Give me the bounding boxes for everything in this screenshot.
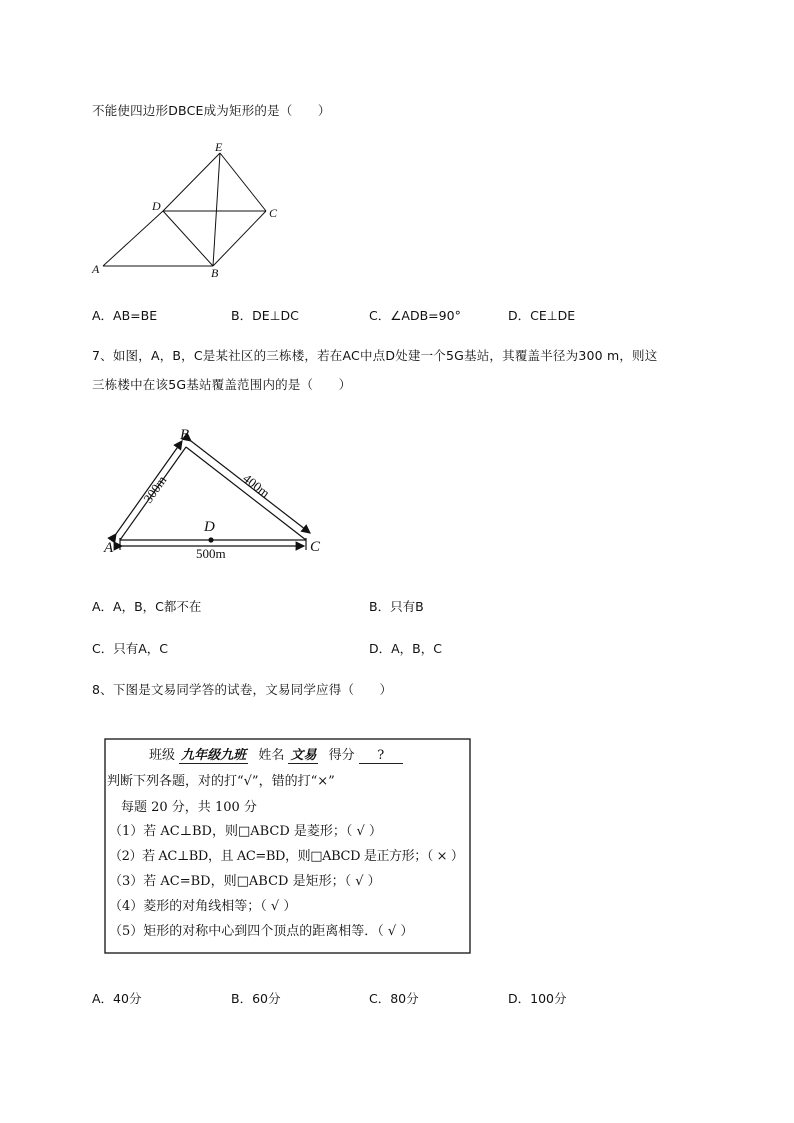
- q8-score-value: ?: [359, 748, 403, 764]
- q7-option-c[interactable]: C．只有A，C: [92, 641, 169, 656]
- q8-class-label: 班级: [149, 748, 176, 763]
- q7-label-b: B: [180, 427, 190, 443]
- q7-option-a[interactable]: A．A，B，C都不在: [92, 599, 202, 614]
- q7-label-d: D: [204, 519, 215, 535]
- q8-name-label: 姓名: [258, 748, 285, 763]
- q6-label-b: B: [211, 266, 219, 280]
- q8-item-1: （1）若 AC⊥BD，则□ABCD 是菱形；（ √ ）: [109, 824, 382, 839]
- q6-stem: 不能使四边形DBCE成为矩形的是（ ）: [92, 103, 331, 118]
- q8-item-3: （3）若 AC=BD，则□ABCD 是矩形；（ √ ）: [109, 874, 381, 889]
- q7-length-ac: 500m: [196, 546, 226, 561]
- q8-option-d[interactable]: D．100分: [508, 991, 567, 1006]
- q6-label-c: C: [269, 206, 278, 220]
- q6-label-a: A: [92, 262, 100, 276]
- q8-stem: 8、下图是文易同学答的试卷，文易同学应得（ ）: [92, 682, 393, 697]
- q7-length-ab: 300m: [140, 472, 170, 506]
- q7-option-b[interactable]: B．只有B: [369, 599, 424, 614]
- q8-exam-paper: [103, 738, 471, 954]
- q8-item-4: （4）菱形的对角线相等；（ √ ）: [109, 899, 297, 914]
- q6-option-d[interactable]: D．CE⊥DE: [508, 308, 576, 323]
- q6-label-e: E: [215, 140, 223, 154]
- q6-option-c[interactable]: C．∠ADB=90°: [369, 308, 461, 323]
- q7-option-d[interactable]: D．A，B，C: [369, 641, 442, 656]
- q8-name-value: 文易: [290, 748, 317, 763]
- q8-score-label: 得分: [328, 748, 355, 763]
- q7-label-a: A: [104, 540, 114, 556]
- q6-label-d: D: [152, 199, 161, 213]
- q8-item-2: （2）若 AC⊥BD，且 AC=BD，则□ABCD 是正方形；（ × ）: [109, 849, 464, 864]
- q8-option-b[interactable]: B．60分: [231, 991, 281, 1006]
- q6-option-a[interactable]: A．AB=BE: [92, 308, 158, 323]
- q8-class-value: 九年级九班: [181, 748, 247, 763]
- q7-stem-line1: 7、如图，A，B，C是某社区的三栋楼，若在AC中点D处建一个5G基站，其覆盖半径为300 m，则这: [92, 348, 658, 363]
- q7-figure: [98, 422, 338, 564]
- q6-option-b[interactable]: B．DE⊥DC: [231, 308, 299, 323]
- q8-option-c[interactable]: C．80分: [369, 991, 419, 1006]
- q7-stem-line2: 三栋楼中在该5G基站覆盖范围内的是（ ）: [92, 377, 352, 392]
- q8-option-a[interactable]: A．40分: [92, 991, 142, 1006]
- q7-length-bc: 400m: [240, 470, 273, 501]
- q7-label-c: C: [310, 539, 321, 555]
- q8-instruction-1: 判断下列各题，对的打“√”，错的打“×”: [107, 774, 335, 789]
- q8-item-5: （5）矩形的对称中心到四个顶点的距离相等．（ √ ）: [109, 924, 414, 939]
- q8-instruction-2: 每题 20 分，共 100 分: [121, 800, 257, 815]
- q6-figure: [90, 140, 290, 280]
